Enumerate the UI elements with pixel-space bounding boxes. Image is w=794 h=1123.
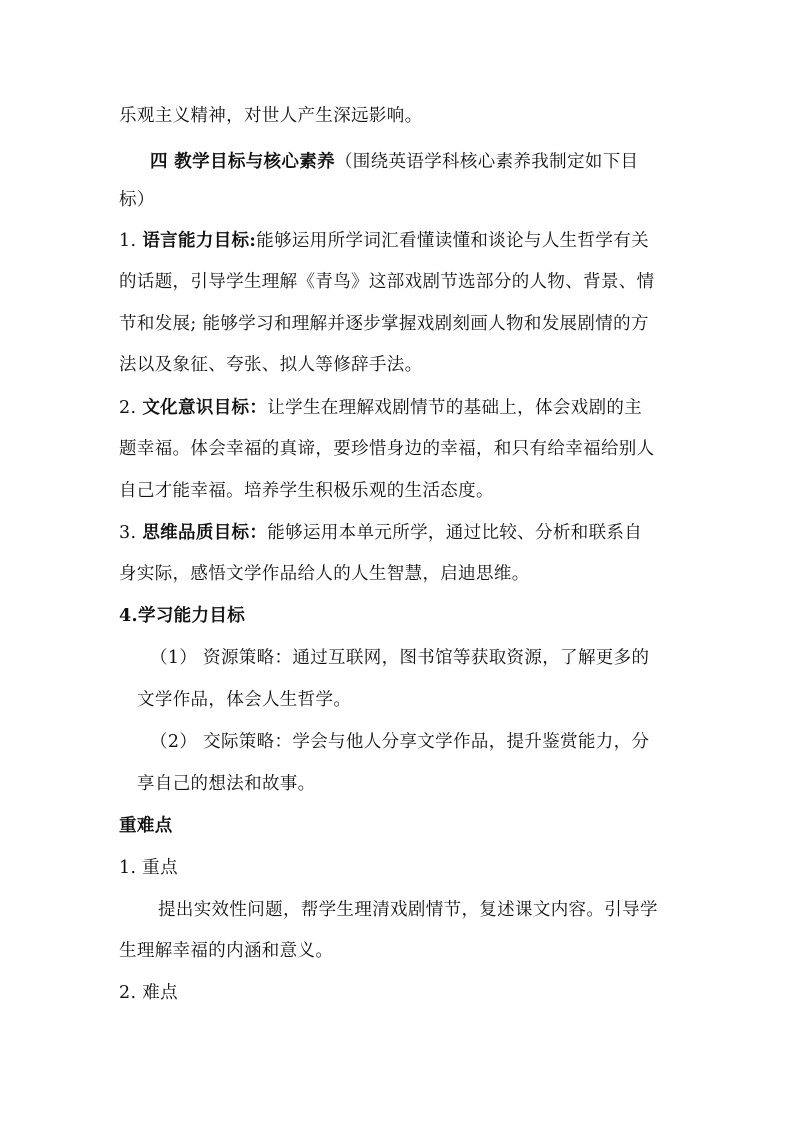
- key-point-text: 提出实效性问题，帮学生理清戏剧情节，复述课文内容。引导学: [158, 900, 658, 920]
- goal-culture: [119, 396, 642, 420]
- section-heading-note: （围绕英语学科核心素养我制定如下目: [334, 152, 639, 172]
- paragraph-line: 文学作品，体会人生哲学。: [137, 690, 352, 710]
- goal-text: 能够运用所学词汇看懂读懂和谈论与人生哲学有关: [256, 231, 649, 251]
- paragraph-line: 乐观主义精神，对世人产生深远影响。: [119, 106, 423, 126]
- goal-text: 能够运用本单元所学，通过比较、分析和联系自: [267, 523, 643, 543]
- paragraph-line: 标）: [119, 190, 155, 210]
- paragraph-line: 身实际，感悟文学作品给人的人生智慧，启迪思维。: [119, 564, 530, 584]
- difficult-point-label: 2. 难点: [119, 983, 179, 1003]
- paragraph-line: 享自己的想法和故事。: [137, 774, 316, 794]
- key-point-label: 1. 重点: [119, 858, 179, 878]
- keypoints-heading: 重难点: [119, 816, 173, 836]
- paragraph-line: 生理解幸福的内涵和意义。: [119, 941, 334, 961]
- strategy-communication: （2） 交际策略：学会与他人分享文学作品，提升鉴赏能力，分: [150, 732, 650, 752]
- goal-number: 3.: [119, 523, 143, 543]
- goal-label: 语言能力目标:: [142, 231, 257, 251]
- goal-language: [119, 229, 649, 253]
- goal-label: 文化意识目标：: [142, 398, 268, 418]
- paragraph-line: 题幸福。体会幸福的真谛，要珍惜身边的幸福，和只有给幸福给别人: [119, 439, 655, 459]
- paragraph-line: 节和发展; 能够学习和理解并逐步掌握戏剧刻画人物和发展剧情的方: [119, 314, 649, 334]
- section-heading: 四 教学目标与核心素养: [150, 152, 335, 172]
- paragraph-line: 的话题，引导学生理解《青鸟》这部戏剧节选部分的人物、背景、情: [119, 272, 655, 292]
- goal-thinking: [119, 521, 642, 545]
- paragraph-line: 法以及象征、夸张、拟人等修辞手法。: [119, 355, 423, 375]
- goal-number: 1.: [119, 231, 143, 251]
- goal-text: 让学生在理解戏剧情节的基础上，体会戏剧的主: [267, 398, 643, 418]
- strategy-resources: （1） 资源策略：通过互联网，图书馆等获取资源，了解更多的: [150, 648, 650, 668]
- section-heading-line: [150, 150, 638, 174]
- goal-learning-heading: 4.学习能力目标: [119, 606, 246, 626]
- paragraph-line: 自己才能幸福。培养学生积极乐观的生活态度。: [119, 481, 494, 501]
- goal-label: 思维品质目标：: [142, 523, 268, 543]
- goal-number: 2.: [119, 398, 143, 418]
